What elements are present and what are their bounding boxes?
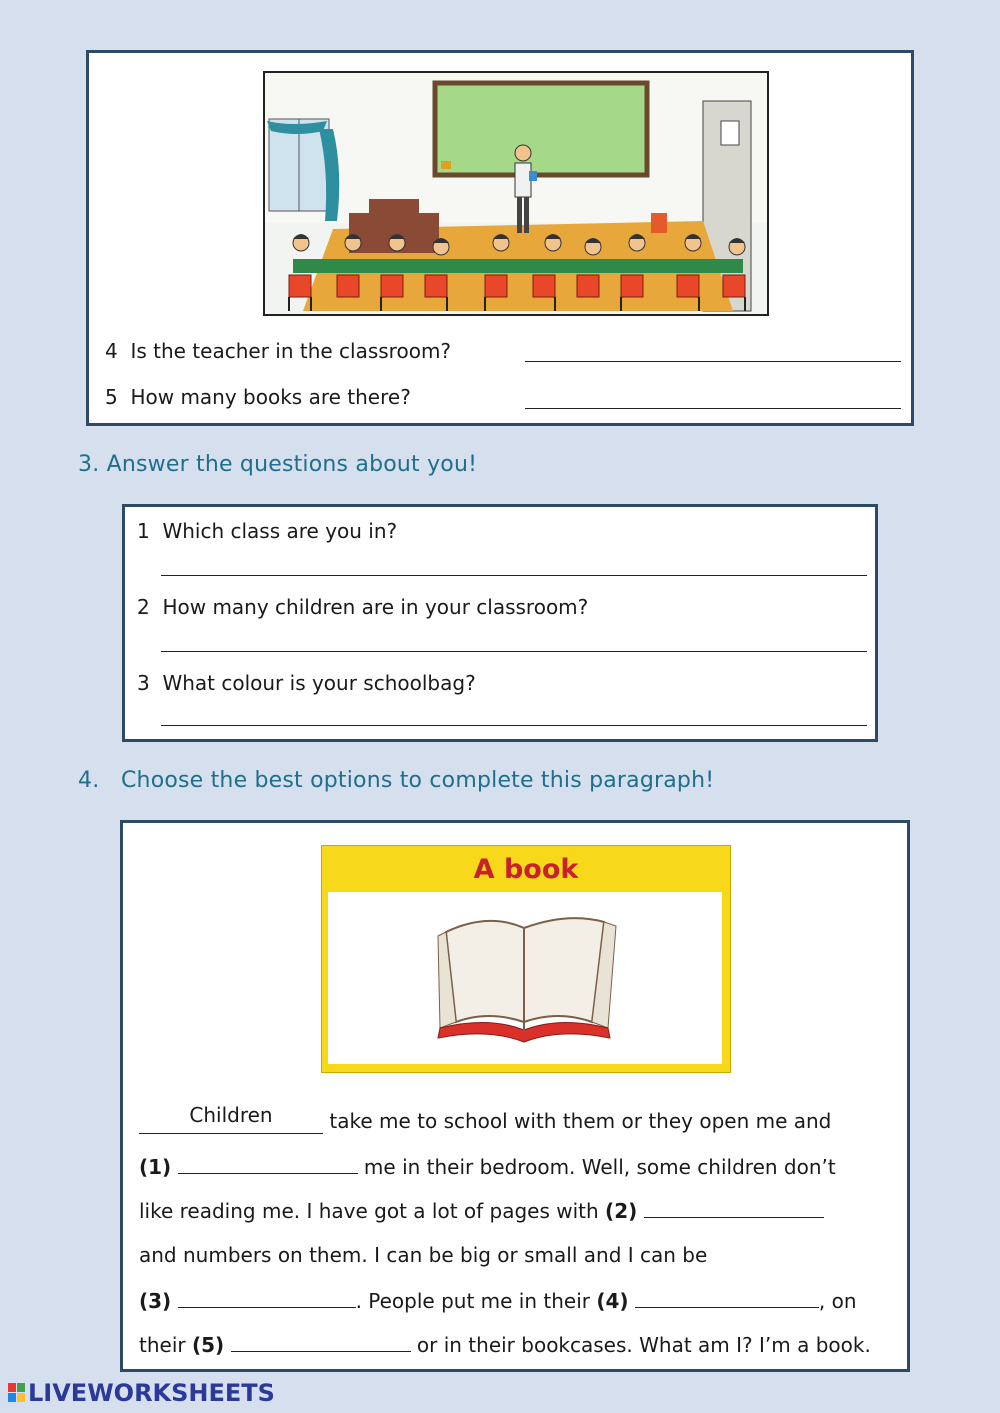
about-question-3: 3 What colour is your schoolbag? — [137, 671, 476, 695]
paragraph-line-2: (1) me in their bedroom. Well, some children don’t — [139, 1155, 836, 1179]
open-book-icon — [328, 892, 722, 1064]
answer-line-4[interactable] — [525, 361, 901, 362]
about-answer-line-2[interactable] — [161, 651, 867, 652]
paragraph-line-1: Children take me to school with them or they open me and — [139, 1109, 831, 1134]
paragraph-line-3: like reading me. I have got a lot of pages with (2) — [139, 1199, 824, 1223]
answer-line-5[interactable] — [525, 408, 901, 409]
blank-1[interactable] — [178, 1155, 358, 1174]
paragraph-box — [120, 820, 910, 1372]
paragraph-line-6: their (5) or in their bookcases. What am I? I’m a book. — [139, 1333, 871, 1357]
paragraph-line-5: (3) . People put me in their (4) , on — [139, 1289, 857, 1313]
blank-2[interactable] — [644, 1199, 824, 1218]
section-3-heading: 3. Answer the questions about you! — [78, 452, 478, 477]
liveworksheets-logo[interactable]: LIVEWORKSHEETS — [8, 1379, 275, 1407]
about-you-box — [122, 504, 878, 742]
blank-4[interactable] — [635, 1289, 819, 1308]
book-card — [321, 845, 731, 1073]
blank-5[interactable] — [231, 1333, 411, 1352]
question-5: 5 How many books are there? — [105, 385, 411, 409]
book-card-title: A book — [473, 854, 579, 885]
about-answer-line-3[interactable] — [161, 725, 867, 726]
logo-badge-icon — [8, 1383, 26, 1403]
blank-3[interactable] — [178, 1289, 356, 1308]
about-answer-line-1[interactable] — [161, 575, 867, 576]
about-question-1: 1 Which class are you in? — [137, 519, 398, 543]
paragraph-line-4: and numbers on them. I can be big or small and I can be — [139, 1243, 708, 1267]
classroom-question-box — [86, 50, 914, 426]
section-4-heading: 4. Choose the best options to complete this paragraph! — [78, 768, 715, 793]
about-question-2: 2 How many children are in your classroom? — [137, 595, 589, 619]
classroom-illustration — [263, 71, 769, 316]
book-card-picture-frame — [328, 892, 722, 1064]
question-4: 4 Is the teacher in the classroom? — [105, 339, 452, 363]
example-answer-blank[interactable]: Children — [139, 1109, 323, 1134]
